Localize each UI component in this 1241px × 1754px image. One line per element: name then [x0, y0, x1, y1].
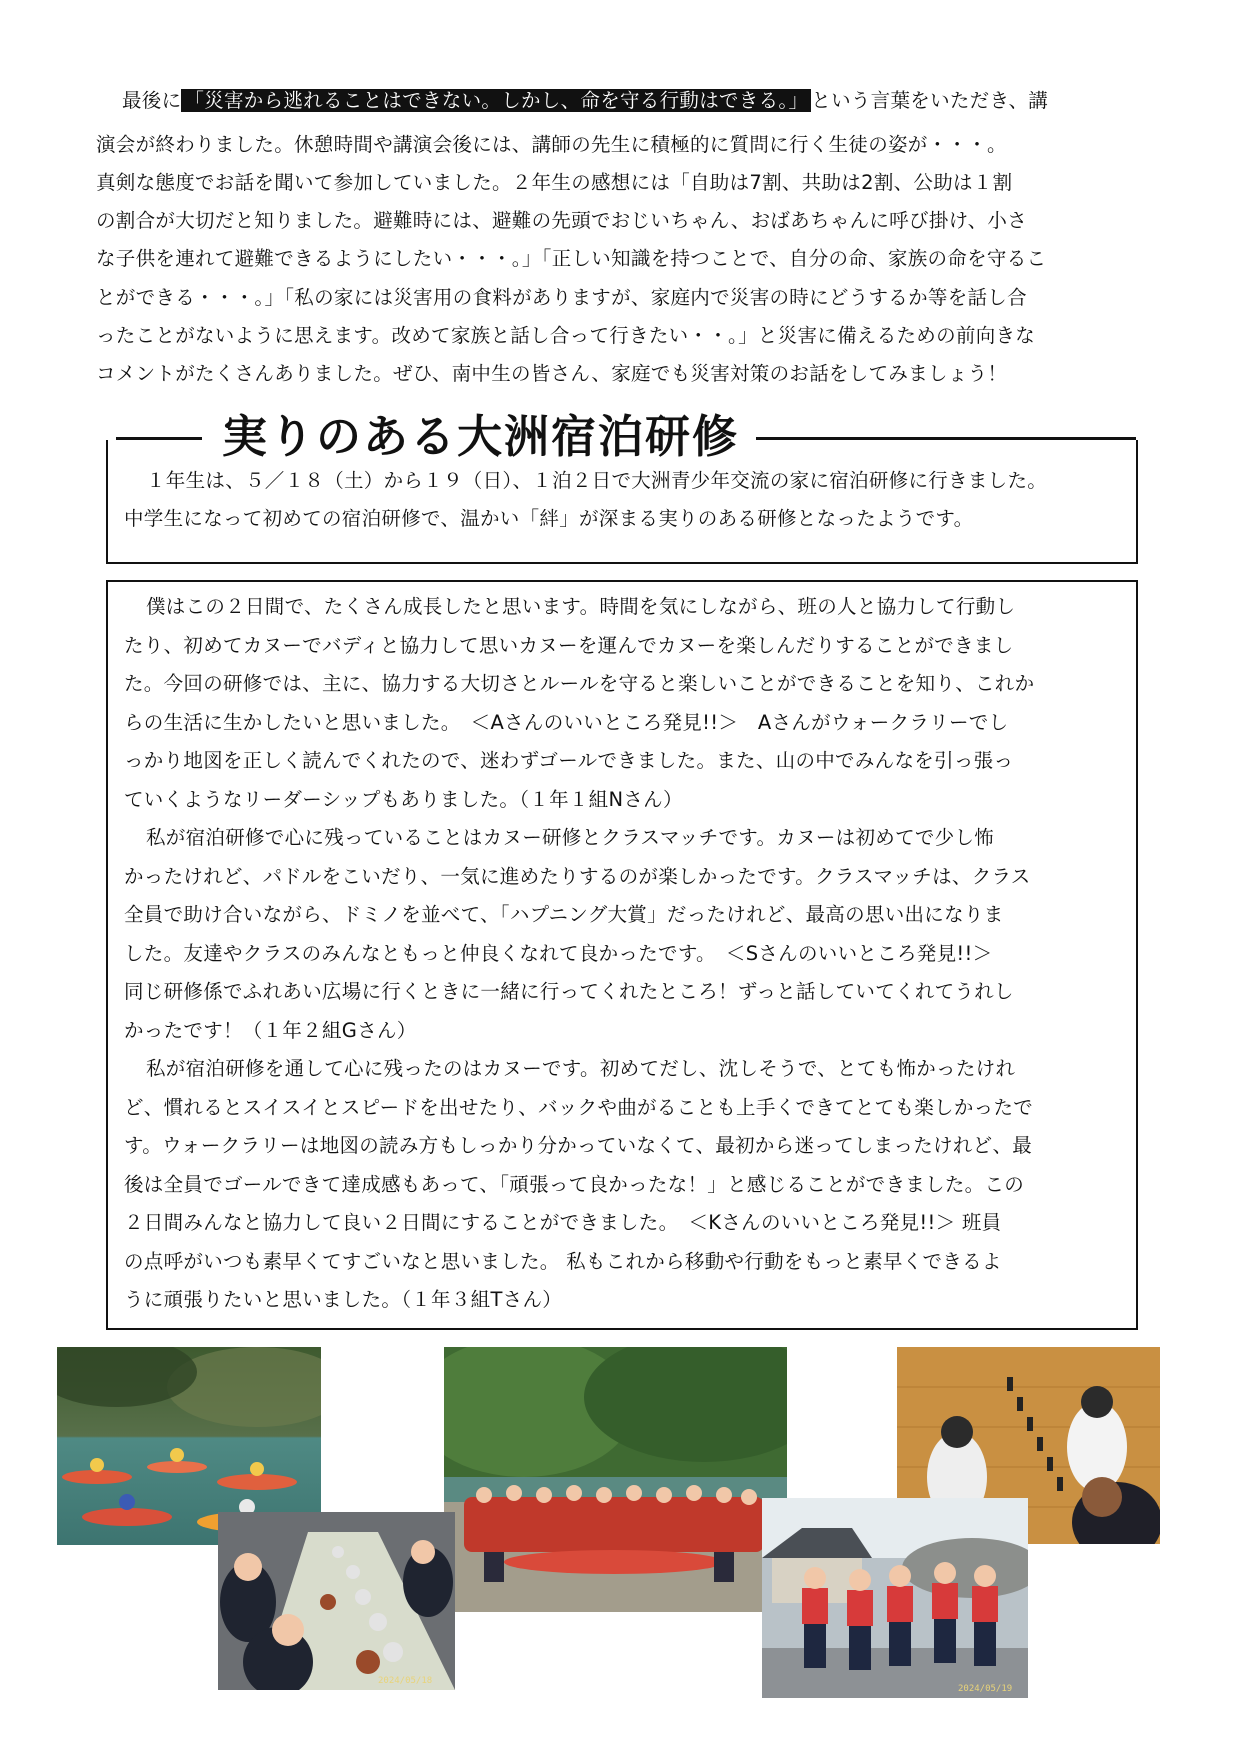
essay-line: ２日間みんなと協力して良い２日間にすることができました。 ＜Kさんのいいところ発見!!＞ 班員 [124, 1211, 1002, 1234]
summary-line-1: １年生は、５／１８（土）から１９（日）、１泊２日で大洲青少年交流の家に宿泊研修に行きました。 [146, 469, 1048, 492]
intro-line-6: とができる・・・。」「私の家には災害用の食料がありますが、家庭内で災害の時にどうするか等を話し合 [96, 286, 1027, 309]
intro-line-4: の割合が大切だと知りました。避難時には、避難の先頭でおじいちゃん、おばあちゃんに呼び掛け、小さ [96, 209, 1027, 232]
intro-line-1: 最後に 「災害から逃れることはできない。しかし、命を守る行動はできる。」 という言葉をいただき、講 [122, 89, 1049, 112]
photo-date-stamp: 2024/05/19 [958, 1684, 1013, 1694]
summary-box [106, 440, 1138, 564]
essay-line: ていくようなリーダーシップもありました。（１年１組Nさん） [124, 788, 683, 811]
photo-meal-time-graphic [218, 1512, 455, 1690]
essay-line: 後は全員でゴールできて達成感もあって、「頑張って良かったな！」と感じることができました。この [124, 1173, 1025, 1196]
essay-line: っかり地図を正しく読んでくれたので、迷わずゴールできました。また、山の中でみんなを引っ張っ [124, 749, 1014, 772]
intro-line-3: 真剣な態度でお話を聞いて参加していました。２年生の感想には「自助は7割、共助は2割、公助は１割 [96, 171, 1013, 194]
essay-line: 僕はこの２日間で、たくさん成長したと思います。時間を気にしながら、班の人と協力して行動し [146, 595, 1016, 618]
photo-group-riverside [444, 1347, 787, 1612]
intro-line-7: ったことがないように思えます。改めて家族と話し合って行きたい・・。」と災害に備えるための前向きな [96, 324, 1036, 347]
essay-line: たり、初めてカヌーでバディと協力して思いカヌーを運んでカヌーを楽しんだりすることができまし [124, 634, 1014, 657]
essay-line: 同じ研修係でふれあい広場に行くときに一緒に行ってくれたところ！ずっと話していてくれてうれし [124, 980, 1014, 1003]
summary-line-2: 中学生になって初めての宿泊研修で、温かい「絆」が深まる実りのある研修となったようです。 [124, 507, 974, 530]
essay-line: の点呼がいつも素早くてすごいなと思いました。 私もこれから移動や行動をもっと素早くできるよ [124, 1250, 1002, 1273]
essays-box [106, 580, 1138, 1330]
essay-line: うに頑張りたいと思いました。（１年３組Tさん） [124, 1288, 563, 1311]
essay-line: た。今回の研修では、主に、協力する大切さとルールを守ると楽しいことができることを知り、これか [124, 672, 1035, 695]
intro-line-5: な子供を連れて避難できるようにしたい・・・。」「正しい知識を持つことで、自分の命、家族の命を守るこ [96, 247, 1047, 270]
photo-date-stamp: 2024/05/18 [378, 1676, 433, 1686]
photo-meal-time [218, 1512, 455, 1690]
section-title: 実りのある大洲宿泊研修 [222, 410, 740, 463]
intro-line-2: 演会が終わりました。休憩時間や講演会後には、講師の先生に積極的に質問に行く生徒の姿が・・・。 [96, 133, 1007, 156]
essay-line: かったです！（１年２組Gさん） [124, 1019, 417, 1042]
essay-line: らの生活に生かしたいと思いました。 ＜Aさんのいいところ発見!!＞ Aさんがウォークラリーでし [124, 711, 1009, 734]
photo-walk-rally [762, 1498, 1028, 1698]
essay-line: 私が宿泊研修を通して心に残ったのはカヌーです。初めてだし、沈しそうで、とても怖かったけれ [146, 1057, 1016, 1080]
essay-line: 私が宿泊研修で心に残っていることはカヌー研修とクラスマッチです。カヌーは初めてで少し怖 [146, 826, 995, 849]
intro-line-8: コメントがたくさんありました。ぜひ、南中生の皆さん、家庭でも災害対策のお話をしてみましょう！ [96, 362, 1008, 385]
essay-line: した。友達やクラスのみんなともっと仲良くなれて良かったです。 ＜Sさんのいいところ発見!!＞ [124, 942, 993, 965]
essay-line: す。ウォークラリーは地図の読み方もしっかり分かっていなくて、最初から迷ってしまったけれど、最 [124, 1134, 1033, 1157]
photo-group-riverside-graphic [444, 1347, 787, 1612]
essay-line: かったけれど、パドルをこいだり、一気に進めたりするのが楽しかったです。クラスマッチは、クラス [124, 865, 1031, 888]
photo-walk-rally-graphic [762, 1498, 1028, 1698]
essay-line: 全員で助け合いながら、ドミノを並べて、「ハプニング大賞」だったけれど、最高の思い出になりま [124, 903, 1004, 926]
highlighted-quote: 「災害から逃れることはできない。しかし、命を守る行動はできる。」 [181, 89, 811, 112]
essay-line: ど、慣れるとスイスイとスピードを出せたり、バックや曲がることも上手くできてとても楽しかったで [124, 1096, 1034, 1119]
